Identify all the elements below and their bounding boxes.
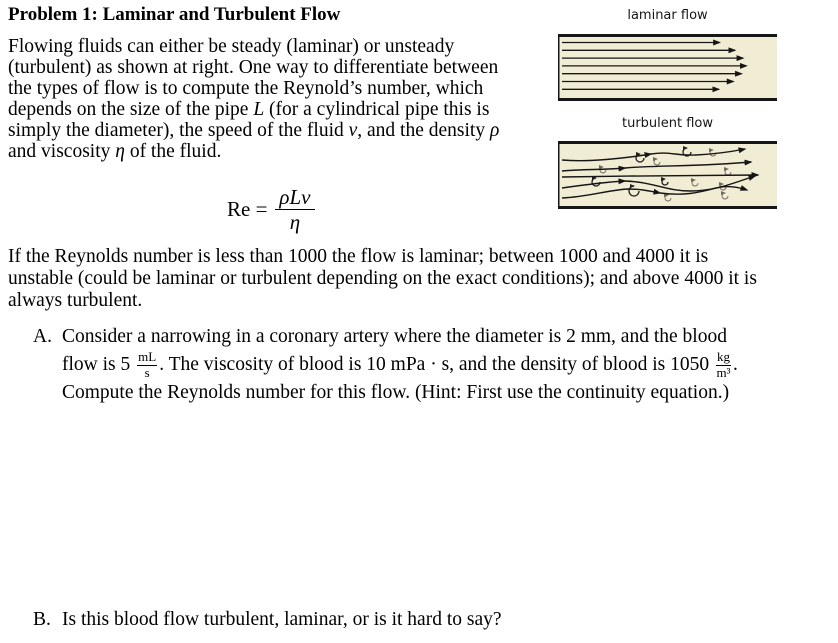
pipe-left-edge [558, 141, 560, 209]
part-b-label: B. [33, 609, 51, 630]
text-run: flow is 5 [62, 354, 136, 376]
pipe-wall-bottom [558, 206, 777, 209]
text-run: depends on the size of the pipe [8, 99, 254, 120]
flow-rules-paragraph [8, 246, 798, 312]
text-run: , and the density [357, 120, 490, 141]
equation-fraction [275, 186, 314, 233]
pipe-interior [558, 34, 777, 101]
text-run: and viscosity [8, 141, 116, 162]
pipe-wall-top [558, 34, 777, 37]
text-line [8, 141, 553, 162]
intro-paragraph [8, 36, 553, 162]
text-line [8, 268, 798, 290]
text-run: Consider a narrowing in a coronary artery where the diameter is 2 mm, and the blood [62, 326, 727, 347]
text-line [8, 78, 553, 99]
part-b [33, 609, 803, 631]
fraction-denominator: m³ [716, 364, 731, 380]
laminar-pipe-diagram [558, 34, 777, 101]
text-line [8, 36, 553, 57]
fraction-numerator: mL [138, 349, 157, 364]
inline-unit-fraction [137, 348, 157, 382]
text-run: Flowing fluids can either be steady (laminar) or unsteady [8, 36, 455, 57]
text-line [8, 120, 553, 141]
text-run: of the fluid. [124, 141, 222, 162]
text-run: unstable (could be laminar or turbulent depending on the exact conditions); and above 4000 it is [8, 268, 757, 289]
text-run: (turbulent) as shown at right. One way to differentiate between [8, 57, 499, 78]
text-line [62, 348, 803, 382]
text-run: (for a cylindrical pipe this is [264, 99, 490, 120]
part-a [33, 326, 803, 404]
text-line [62, 382, 803, 404]
equation-denominator: η [289, 210, 301, 235]
math-symbol: L [253, 99, 265, 120]
text-line [8, 290, 798, 312]
text-line [8, 246, 798, 268]
part-a-text [62, 326, 803, 404]
turbulent-flow-label: turbulent flow [621, 116, 714, 131]
turbulent-pipe-diagram [558, 141, 777, 209]
inline-unit-fraction [716, 348, 731, 382]
text-run: Is this blood flow turbulent, laminar, or is it hard to say? [62, 609, 502, 630]
problem-title: Problem 1: Laminar and Turbulent Flow [8, 4, 341, 25]
text-line [8, 99, 553, 120]
part-b-text [62, 609, 803, 631]
text-run: the types of flow is to compute the Reynold’s number, which [8, 78, 484, 99]
text-run: simply the diameter), the speed of the fluid [8, 120, 349, 141]
text-line [62, 326, 803, 348]
part-a-label: A. [33, 326, 52, 347]
laminar-flow-label: laminar flow [627, 8, 708, 23]
equation-lhs: Re = [227, 197, 268, 222]
text-line [8, 57, 553, 78]
pipe-left-edge [558, 34, 560, 101]
math-symbol: η [115, 141, 125, 162]
equation-numerator: ρLv [275, 186, 314, 210]
text-run: . [733, 354, 738, 376]
pipe-wall-top [558, 141, 777, 144]
text-run: always turbulent. [8, 290, 143, 311]
text-run: If the Reynolds number is less than 1000 the flow is laminar; between 1000 and 4000 it is [8, 246, 709, 267]
text-run: . The viscosity of blood is 10 mPa · s, and the density of blood is 1050 [159, 354, 715, 376]
text-run: Compute the Reynolds number for this flow. (Hint: First use the continuity equation.) [62, 382, 730, 404]
math-symbol: v [348, 120, 358, 141]
reynolds-equation [227, 186, 315, 233]
math-symbol: ρ [489, 120, 500, 141]
pipe-wall-bottom [558, 98, 777, 101]
fraction-denominator: s [144, 364, 150, 380]
fraction-numerator: kg [717, 349, 731, 364]
text-line [62, 609, 803, 631]
